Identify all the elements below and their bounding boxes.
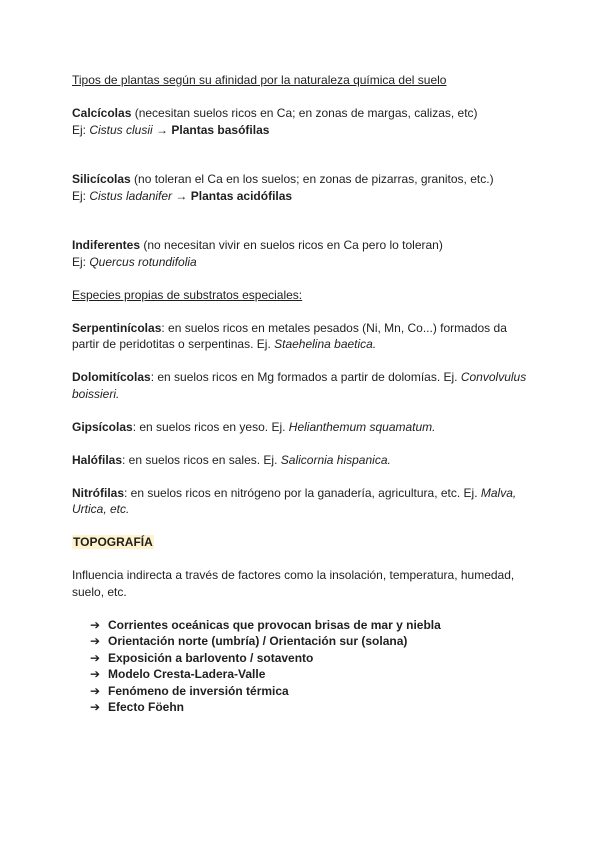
topografia-title: TOPOGRAFÍA [73, 535, 153, 549]
list-item-text: Orientación norte (umbría) / Orientación sur (solana) [108, 634, 408, 648]
calcicolas-desc: (necesitan suelos ricos en Ca; en zonas de margas, calizas, etc) [131, 106, 478, 120]
indiferentes-ex-species: Quercus rotundifolia [89, 254, 197, 269]
gipsicolas-species: Helianthemum squamatum. [288, 419, 436, 434]
calcicolas-ex-arrow: → [152, 122, 172, 137]
silicicolas-ex-result: Plantas acidófilas [190, 188, 293, 203]
list-item-text: Modelo Cresta-Ladera-Valle [108, 667, 266, 681]
arrow-icon: ➔ [90, 683, 101, 698]
serpenticolas-term: Serpentinícolas [72, 320, 162, 335]
halofilas-term: Halófilas [72, 452, 123, 467]
indiferentes-line [72, 237, 532, 254]
silicicolas-ex-prefix: Ej: [72, 188, 90, 203]
list-item [90, 683, 532, 700]
nitrofilas-species: Malva, Urtica, etc. [72, 485, 517, 516]
indiferentes-example [72, 254, 532, 271]
serpenticolas-desc: : en suelos ricos en metales pesados (Ni, Mn, Co...) formados da partir de peridotitas o serpentinas. Ej. [72, 320, 507, 351]
silicicolas-ex-species: Cistus ladanifer [89, 188, 173, 203]
gipsicolas-desc: : en suelos ricos en yeso. Ej. [132, 419, 289, 434]
arrow-icon: ➔ [90, 650, 101, 665]
arrow-icon: ➔ [90, 700, 101, 714]
list-item [90, 633, 532, 650]
list-item-text: Exposición a barlovento / sotavento [108, 650, 314, 665]
arrow-icon: ➔ [90, 617, 101, 632]
calcicolas-line [72, 105, 532, 122]
halofilas-para [72, 452, 532, 469]
halofilas-species: Salicornia hispanica. [280, 452, 391, 467]
gipsicolas-term: Gipsícolas [72, 419, 133, 434]
arrow-icon: ➔ [90, 634, 101, 648]
dolomiticolas-term: Dolomitícolas [72, 370, 151, 384]
list-item-text: Efecto Föehn [108, 700, 185, 714]
serpenticolas-species: Staehelina baetica. [274, 337, 377, 351]
silicicolas-ex-arrow: → [172, 188, 191, 203]
nitrofilas-term: Nitrófilas [72, 485, 125, 500]
indiferentes-ex-prefix: Ej: [72, 254, 90, 269]
topografia-intro: Influencia indirecta a través de factores como la insolación, temperatura, humedad, suelo, etc. [72, 568, 515, 599]
gipsicolas-para [72, 419, 532, 436]
arrow-icon: ➔ [90, 667, 101, 681]
serpenticolas-para [72, 320, 532, 353]
heading-special-substrates: Especies propias de substratos especiales: [72, 287, 303, 302]
silicicolas-term: Silicícolas [72, 172, 131, 186]
list-item [90, 699, 532, 716]
list-item [90, 650, 532, 667]
nitrofilas-para [72, 485, 532, 518]
list-item [90, 666, 532, 683]
calcicolas-ex-result: Plantas basófilas [171, 122, 270, 137]
topografia-factor-list [72, 617, 532, 716]
nitrofilas-desc: : en suelos ricos en nitrógeno por la ganadería, agricultura, etc. Ej. [124, 485, 481, 500]
list-item-text: Corrientes oceánicas que provocan brisas de mar y niebla [108, 617, 441, 632]
calcicolas-example [72, 122, 532, 139]
calcicolas-ex-prefix: Ej: [72, 122, 90, 137]
dolomiticolas-para [72, 369, 532, 402]
heading-plant-types: Tipos de plantas según su afinidad por la naturaleza química del suelo [72, 73, 447, 87]
document-page [72, 72, 532, 716]
list-item [90, 617, 532, 634]
topografia-heading [72, 534, 532, 551]
halofilas-desc: : en suelos ricos en sales. Ej. [122, 452, 281, 467]
calcicolas-ex-species: Cistus clusii [89, 122, 153, 137]
list-item-text: Fenómeno de inversión térmica [108, 683, 289, 698]
silicicolas-example [72, 188, 532, 205]
silicicolas-line [72, 171, 532, 188]
dolomiticolas-species: Convolvulus boissieri. [72, 370, 527, 401]
indiferentes-desc: (no necesitan vivir en suelos ricos en Ca pero lo toleran) [140, 238, 443, 252]
indiferentes-term: Indiferentes [72, 238, 141, 252]
calcicolas-term: Calcícolas [72, 106, 132, 120]
dolomiticolas-desc: : en suelos ricos en Mg formados a partir de dolomías. Ej. [150, 370, 461, 384]
silicicolas-desc: (no toleran el Ca en los suelos; en zonas de pizarras, granitos, etc.) [130, 172, 494, 186]
